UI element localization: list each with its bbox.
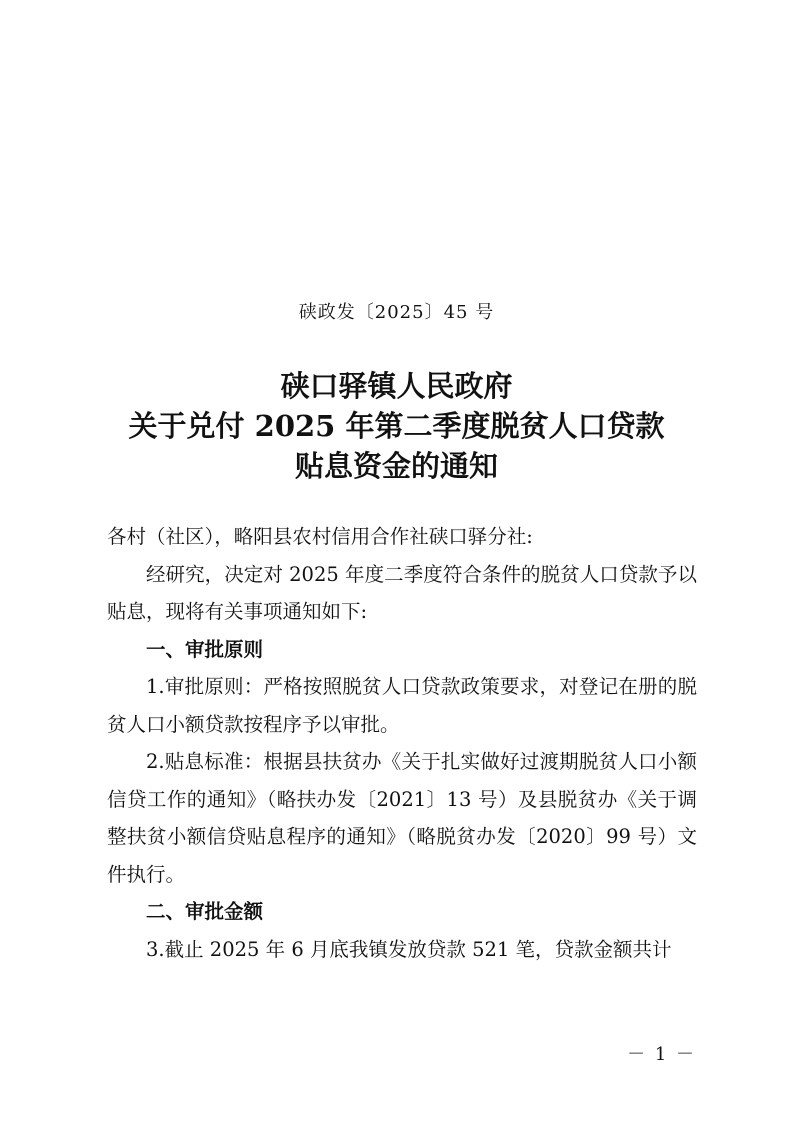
item-loan-summary: 3.截止 2025 年 6 月底我镇发放贷款 521 笔，贷款金额共计 (146, 937, 672, 961)
item-interest-standard: 2.贴息标准：根据县扶贫办《关于扎实做好过渡期脱贫人口小额信贷工作的通知》（略扶办发〔2021〕13 号）及县脱贫办《关于调整扶贫小额信贷贴息程序的通知》（略脱贫办发〔2020〕99 号）文件执行。 (107, 750, 697, 886)
document-body (107, 518, 697, 968)
salutation: 各村（社区），略阳县农村信用合作社硖口驿分社: (107, 525, 533, 548)
document-number: 硖政发〔2025〕45 号 (298, 302, 495, 323)
section-heading-approval-principle: 一、审批原则 (146, 637, 264, 661)
item-approval-principle: 1.审批原则：严格按照脱贫人口贷款政策要求，对登记在册的脱贫人口小额贷款按程序予以审批。 (107, 675, 697, 736)
title-line-subject: 关于兑付 2025 年第二季度脱贫人口贷款 (128, 409, 665, 443)
title-line-issuer: 硖口驿镇人民政府 (280, 369, 513, 403)
document-title (0, 366, 793, 486)
page-number: － 1 － (627, 1044, 696, 1065)
title-line-subject-end: 贴息资金的通知 (294, 449, 498, 483)
section-heading-approval-amount: 二、审批金额 (146, 900, 264, 923)
intro-paragraph: 经研究，决定对 2025 年度二季度符合条件的脱贫人口贷款予以贴息，现将有关事项通知如下: (107, 562, 697, 623)
